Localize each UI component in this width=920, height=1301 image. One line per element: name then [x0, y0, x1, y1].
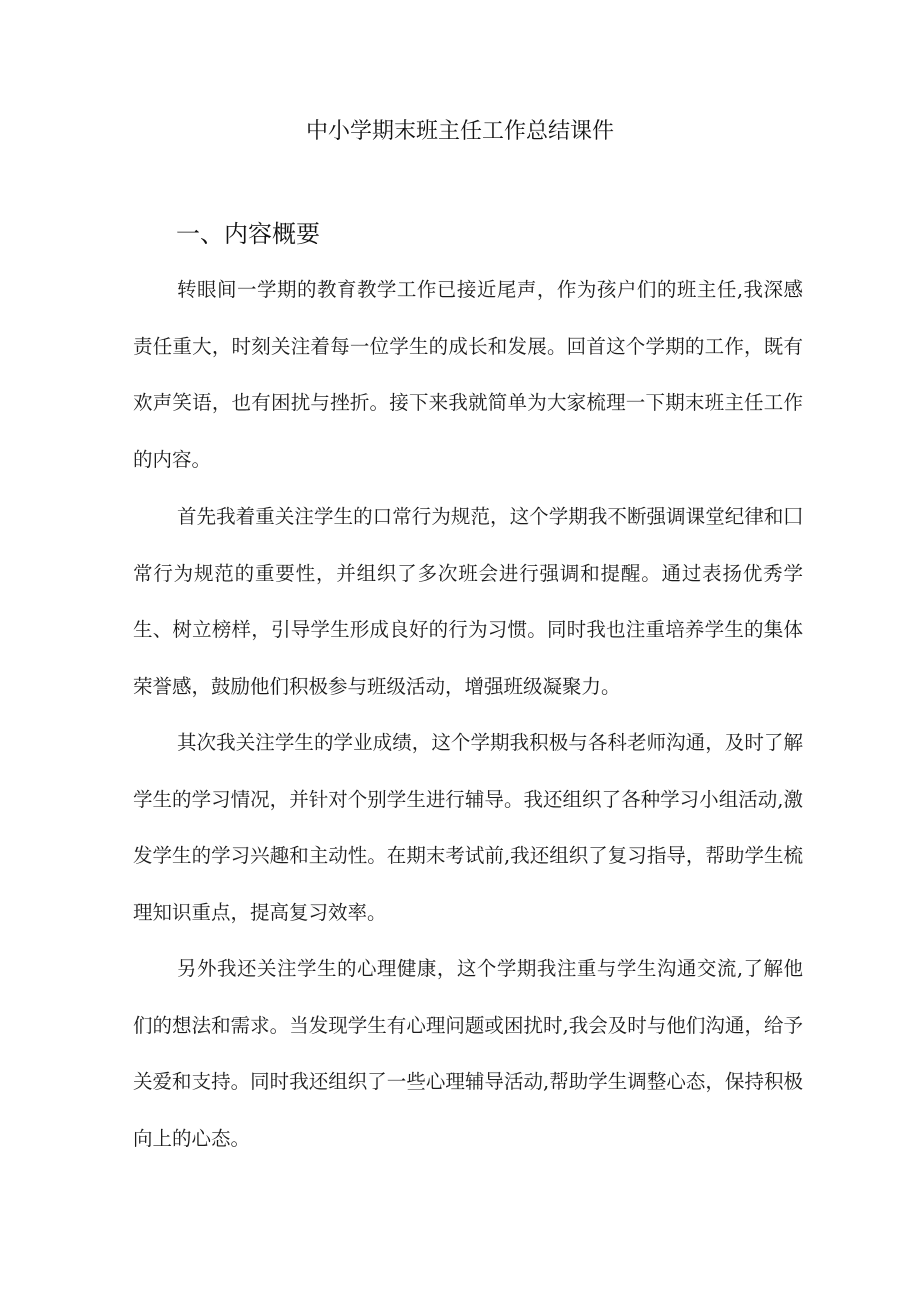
document-title: 中小学期末班主任工作总结课件	[305, 119, 614, 144]
paragraph-mental-health: 另外我还关注学生的心理健康，这个学期我注重与学生沟通交流,了解他们的想法和需求。当发现学生有心理问题或困扰时,我会及时与他们沟通，给予关爱和支持。同时我还组织了一些心理辅导活动,帮助学生调整心态，保持积极向上的心态。	[133, 957, 803, 1150]
paragraph-intro: 转眼间一学期的教育教学工作已接近尾声，作为孩户们的班主任,我深感责任重大，时刻关注着每一位学生的成长和发展。回首这个学期的工作，既有欢声笑语，也有困扰与挫折。接下来我就简单为大家梳理一下期末班主任工作的内容。	[133, 278, 803, 471]
paragraph-academics: 其次我关注学生的学业成绩，这个学期我积极与各科老师沟通，及时了解学生的学习情况，并针对个别学生进行辅导。我还组织了各种学习小组活动,激发学生的学习兴趣和主动性。在期末考试前,我还组织了复习指导，帮助学生梳理知识重点，提高复习效率。	[133, 731, 803, 924]
section-heading: 一、内容概要	[176, 220, 320, 248]
paragraph-behavior: 首先我着重关注学生的口常行为规范，这个学期我不断强调课堂纪律和囗常行为规范的重要性，并组织了多次班会进行强调和提醒。通过表扬优秀学生、树立榜样，引导学生形成良好的行为习惯。同时我也注重培养学生的集体荣誉感，鼓励他们积极参与班级活动，增强班级凝聚力。	[133, 505, 803, 698]
